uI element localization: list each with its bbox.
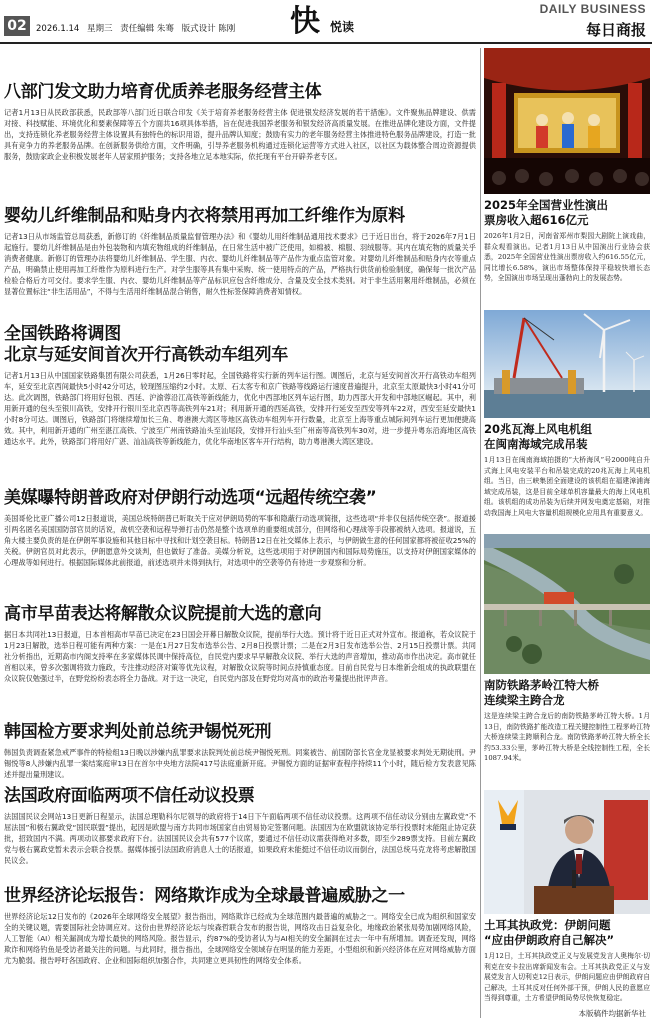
designer-credit: 版式设计 陈刚 — [181, 24, 236, 34]
side-story-body: 2026年1月2日，河南省郑州市梨园大剧院上演戏曲，群众观看演出。记者1月13日从中国演出行业协会获悉，2025年全国营业性演出票房收入约616.55亿元，同比增长6.58%，演出市场整体保持平稳较快增长态势，全国演出市场呈现出蓬勃向上的发展态势。 — [484, 232, 650, 282]
photo-wind-turbine — [484, 310, 650, 418]
article-title: 婴幼儿纤维制品和贴身内衣将禁用再加工纤维作为原料 — [4, 206, 405, 226]
side-story-title: 土耳其执政党：伊朗问题 “应由伊朗政府自己解决” — [484, 918, 615, 947]
source-note: 本版稿件均据新华社 — [578, 1009, 646, 1018]
article-title: 全国铁路将调图 北京与延安间首次开行高铁动车组列车 — [4, 324, 288, 365]
section-logo — [290, 4, 380, 42]
article-body: 记者1月13日从民政部获悉，民政部等八部门近日联合印发《关于培育养老服务经营主体 促进银发经济发展的若干措施》。文件聚焦品牌建设、供需对接、科技赋能、环境优化和要素保障等五个方面共16项具体举措，旨在促进我国养老服务和银发经济高质量发展。在推进品牌化建设方面，文件提出，支持连锁化养老服务经营主体设置具有独特色的标识用语，提升品牌认知度；鼓励有实力的老年服务经营主体推进特色服务品牌建设，打造一批具有竞争力的养老服务品牌。在创新服务供给方面，文件明确，引导养老服务机构通过连锁化运营等方式进入社区，以社区为载体整合周边资源提供服务，鼓励家政企业积极发展老年人居家照护服务；支持各地立足本地实际，依托现有平台开辟养老专区。 — [4, 108, 476, 161]
side-story-body: 1月12日，土耳其执政党正义与发展党发言人奥梅尔·切利克在安卡拉出席新闻发布会。土耳其执政党正义与发展党发言人切利克12日表示，伊朗问题应由伊朗政府自己解决，土耳其反对任何外部干预，伊朗人民的意愿应当得到尊重，土方希望伊朗局势尽快恢复稳定。 — [484, 952, 650, 1002]
article-title: 法国政府面临两项不信任动议投票 — [4, 786, 255, 806]
article-body: 记者13日从市场监管总局获悉，新修订的《纤维制品质量监督管理办法》和《婴幼儿用纤维制品通用技术要求》已于近日出台，将于2026年7月1日起施行。婴幼儿纤维制品是由外包装物和内填充物组成的纤维制品，在日常生活中被广泛使用，如棉被、棉服、羽绒服等。其内在填充物的质量关乎消费者健康。新修订的管理办法将婴幼儿纤维制品、学生服、内衣、婴幼儿纤维制品等产品作为重点监管对象。对婴幼儿纤维制品和贴身内衣等重点产品，明确禁止使用再加工纤维作为原料进行生产。对学生服等具有集中采购、统一使用特点的产品，严格执行供货前检验制度，确保每一批次产品检验合格后方可交付。要求学生服、内衣、婴幼儿纤维制品等产品标识应包含纤维成分、含量及安全技术类别。对于非生活用絮用纤维制品，必须在显著位置标注“非生活用品”，不得与生活用纤维制品混合销售，耐久性标签保障消费者知情权。 — [4, 232, 476, 296]
article-fiber-products — [4, 206, 476, 320]
side-story-bridge — [484, 534, 650, 775]
side-story-title: 2025年全国营业性演出 票房收入超616亿元 — [484, 198, 609, 227]
section-logo-big: 快 — [290, 4, 320, 39]
article-korea — [4, 722, 476, 781]
article-body: 韩国负责调查紧急戒严事件的特检组13日晚以涉嫌内乱罪要求法院判处前总统尹锡悦死刑。同案被告、前国防部长官金龙显被要求判处无期徒刑。尹锡悦等8人涉嫌内乱罪一案结案庭审13日在首尔中央地方法院417号法庭重新开庭。尹锡悦方面的证据审查程序持续11个小时，随后检方发表意见陈述并提出量刑建议。 — [4, 748, 476, 779]
side-story-wind-turbine — [484, 310, 650, 519]
article-wef — [4, 886, 476, 1022]
article-france — [4, 786, 476, 878]
side-story-body: 1月13日在闽南海域拍摄的“大桥海风”号2000吨自升式海上风电安装平台和吊装完成的20兆瓦海上风电机组。当日，由三峡集团全面建设的该机组在福建漳浦海域完成吊装，这是目前全球单机容量最大的海上风电机组。该机组的成功吊装为后续并网发电奠定基础，对推动我国海上风电大容量机组规模化应用具有重要意义。 — [484, 456, 650, 517]
photo-press-conference — [484, 790, 650, 914]
article-title: 高市早苗表达将解散众议院提前大选的意向 — [4, 604, 322, 624]
issue-info — [36, 22, 240, 34]
side-story-body: 这是连续梁主跨合龙后的南防铁路茅岭江特大桥。1月13日，南防铁路扩能改造工程关键控制性工程茅岭江特大桥连续梁主跨顺利合龙。南防铁路茅岭江特大桥全长约53.33公里，茅岭江特大桥是全线控制性工程，全长1087.94米。 — [484, 712, 650, 762]
article-title: 八部门发文助力培育优质养老服务经营主体 — [4, 82, 322, 102]
issue-date: 2026.1.14 — [36, 24, 80, 34]
page-header — [0, 0, 652, 44]
article-japan — [4, 604, 476, 718]
side-story-title: 南防铁路茅岭江特大桥 连续梁主跨合龙 — [484, 678, 599, 707]
issue-weekday: 星期三 — [86, 24, 113, 34]
photo-opera-stage — [484, 48, 650, 194]
section-logo-small: 悦读 — [330, 20, 355, 34]
article-title: 世界经济论坛报告：网络欺诈成为全球最普遍威胁之一 — [4, 886, 405, 906]
side-story-performance — [484, 48, 650, 295]
main-column — [4, 48, 476, 1024]
photo-river-bridge — [484, 534, 650, 674]
article-body: 据日本共同社13日报道，日本首相高市早苗已决定在23日国会开幕日解散众议院，提前举行大选。预计将于近日正式对外宣布。报道称，若众议院于1月23日解散，选举日程可能有两种方案：一是在1月27日发布选举公告、2月8日投票计票；二是在2月3日发布选举公告、2月15日投票计票。共同社分析指出，近期高市内阁支持率在多家媒体民调中保持高位，自民党内要求早早解散众议院、举行大选的声音增加，推动高市作出决定。高市就任首相以来，曾多次强调将致力施政，专注推动经济对策等优先议程，对解散众议院等时间点持慎重态度。目前自民党与日本维新会组成的执政联盟在众议院仅勉强过半，在野党纷纷表态将全力备战。对于这一决定，自民党内部及在野党均对高市的政治考量提出批评声音。 — [4, 630, 476, 683]
masthead-english: DAILY BUSINESS — [539, 2, 646, 16]
article-railway — [4, 324, 476, 492]
article-body: 美国哥伦比亚广播公司12日报道说，美国总统特朗普已听取关于应对伊朗局势的军事和隐蔽行动选项简报，这些选项“并非仅包括传统空袭”。报道援引两名匿名美国国防部官员的话说，战机空袭和远程导弹打击仍然是整个选项单的重要组成部分，但网络和心理战等手段都被纳入选项。报道说，五角大楼主要负责的是在伊朗军事设施和其他目标中寻找和计划空袭目标。特朗普12日在社交媒体上表示，与伊朗做生意的任何国家都将被征收25%的关税。伊朗官员对此表示，伊朗愿意外交谈判，但也做好了准备。美媒分析说，这些选项用于对伊朗国内和国际局势施压，以支持对伊朗国家媒体的心理战等如何进行。根据国际媒体此前报道，前述选项并未得到执行，对选项中的空袭等仍有待进一步观察和分析。 — [4, 514, 476, 567]
page-number: 02 — [4, 16, 30, 36]
article-body: 记者1月13日从中国国家铁路集团有限公司获悉，1月26日零时起，全国铁路将实行新的列车运行图。调图后，北京与延安间首次开行高铁动车组列车，延安至北京西间最快5小时42分可达，较现图压缩约2小时。太原、石太客专和京广铁路等线路运行速度普遍提升，北京至太原最快3小时41分可达。此次调图，铁路部门将用好包银、西延、沪渝蓉沿江高铁等新线能力，优化中西部地区列车运行图，助力西部大开发和中部地区崛起。其中，利用新开通的包头至银川高铁，安排开行银川至北京西等高铁列车21对；利用新开通的西延高铁，安排开行延安至西安等列车22对，西安至延安最快1小时8分可达。调图后，铁路部门将继续增加长三角、粤港澳大湾区等地区高铁动车组列车开行数量，北京至上海等重点城际间列车运行更加便捷高效。其中，利用新开通的广州至湛江高铁、宁波至广州南铁路汕头至汕尾段，安排开行汕头至广州南等高铁列车30对，进一步提升粤东沿海地区高铁通达水平。此外，铁路部门将用好广湛、汕汕高铁等新线能力，优化华南地区客车开行结构，助力粤港澳大湾区建设。 — [4, 371, 476, 446]
column-divider — [480, 48, 481, 1018]
article-body: 世界经济论坛12日发布的《2026年全球网络安全展望》报告指出，网络欺诈已经成为全球范围内最普遍的威胁之一。网络安全已成为组织和国家安全的关键议题，需要国际社会协调应对。这份由世界经济论坛与埃森哲联合发布的报告说，网络攻击日益复杂化，地缘政治紧张局势加剧网络风险，人工智能（AI）相关漏洞成为增长最快的网络风险。报告显示，约87%的受访者认为与AI相关的安全漏洞在过去一年中有所增加。调查还发现，网络欺诈和网络钓鱼是受访者最关注的问题。与此同时，报告指出，全球网络安全领域存在明显的能力差距，小型组织和新兴经济体在应对网络威胁方面尤为脆弱。报告呼吁各国政府、企业和国际组织加强合作，共同建立更具韧性的网络安全体系。 — [4, 912, 476, 965]
article-us-iran — [4, 488, 476, 602]
article-elderly-care — [4, 82, 476, 185]
masthead-chinese: 每日商报 — [585, 21, 646, 39]
article-body: 法国国民议会网站13日更新日程显示，法国总理勒科尔尼领导的政府将于14日下午面临两项不信任动议投票。这两项不信任动议分别由左翼政党“不屈法国”和极右翼政党“国民联盟”提出，起因是欧盟与南方共同市场国家自由贸易协定签署问题。法国因为在欧盟就该协定举行投票时未能阻止协定获批，招致国内不满。两项动议都要求政府下台。法国国民议会共有577个议席，要通过不信任动议需获得绝对多数，即至少289票支持。目前左翼政党与极右翼政党暂未表示会联合投票。据媒体援引法国政府消息人士的话报道，如果政府未能挺过不信任动议而倒台，法国总统马克龙将考虑解散国民议会。 — [4, 812, 476, 865]
article-title: 韩国检方要求判处前总统尹锡悦死刑 — [4, 722, 272, 742]
side-column — [484, 48, 650, 1018]
editor-credit: 责任编辑 朱骞 — [120, 24, 174, 34]
article-title: 美媒曝特朗普政府对伊朗行动选项“远超传统空袭” — [4, 488, 377, 508]
masthead — [540, 2, 646, 40]
side-story-turkey — [484, 790, 650, 1023]
side-story-title: 20兆瓦海上风电机组 在闽南海域完成吊装 — [484, 422, 593, 451]
